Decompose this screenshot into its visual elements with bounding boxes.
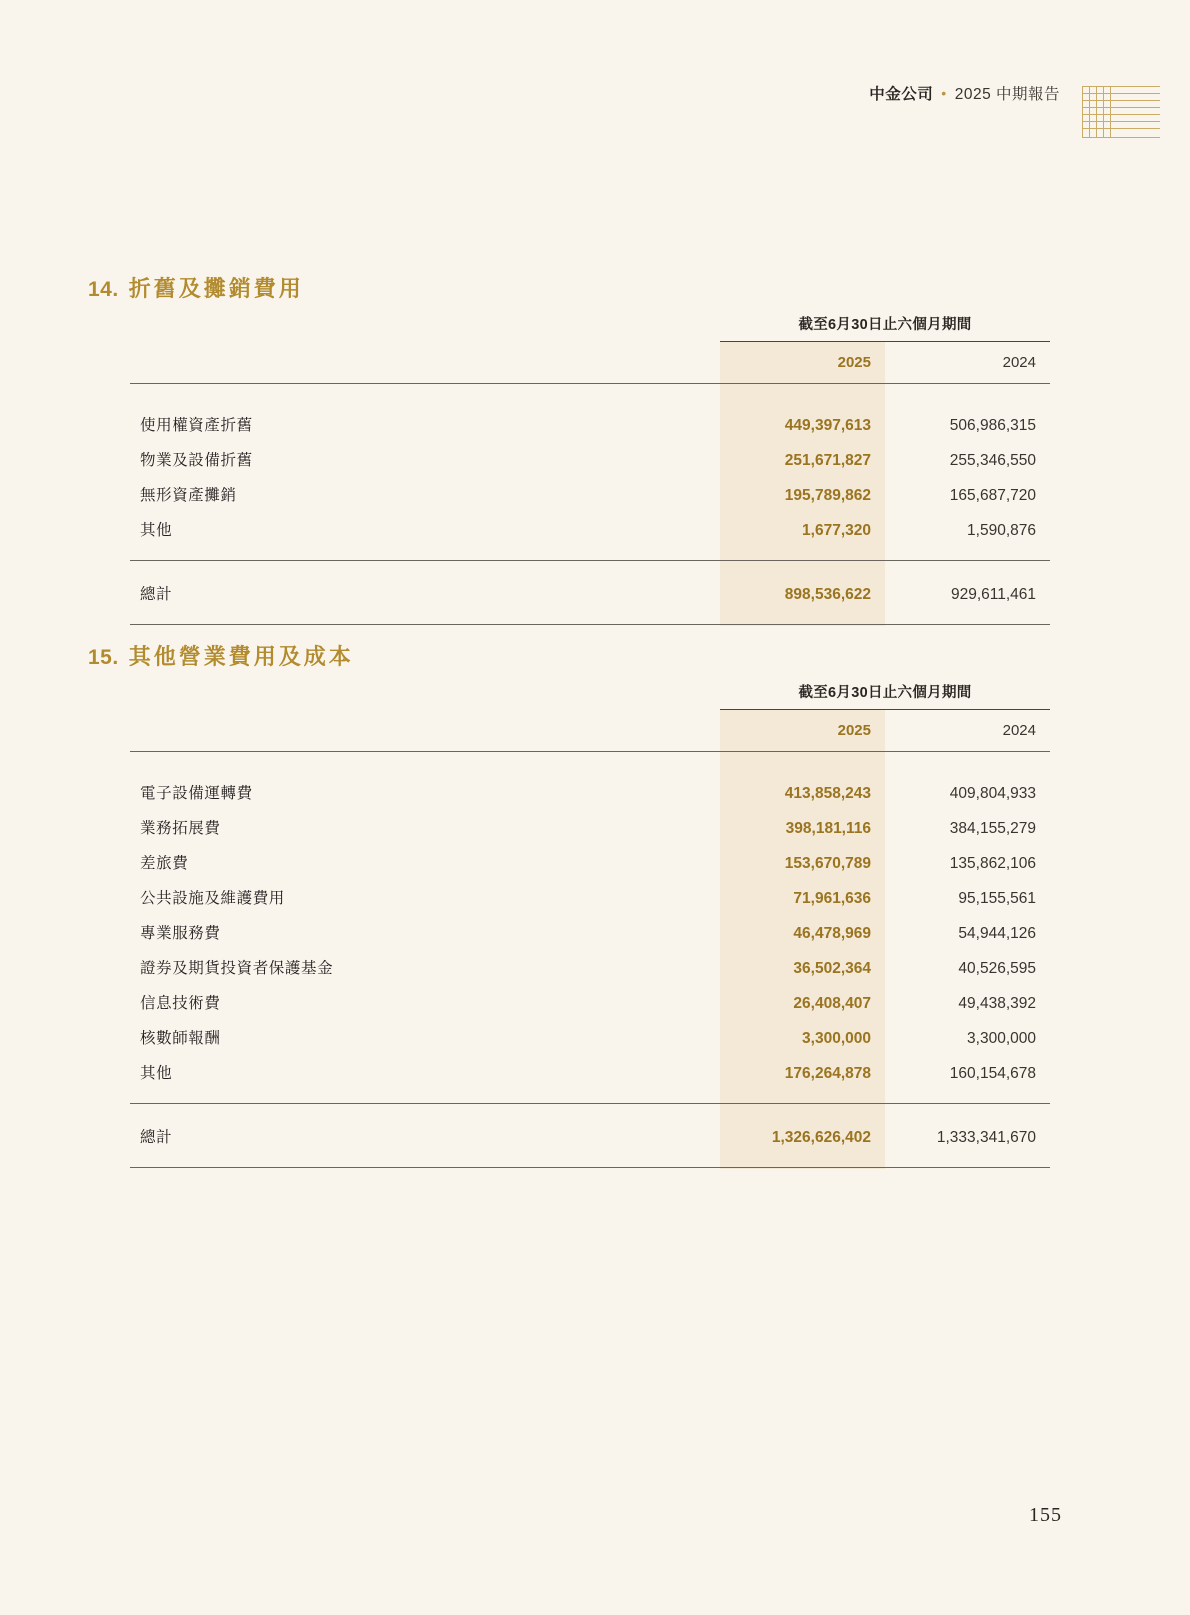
row-value-2024: 54,944,126 — [958, 924, 1036, 942]
page-number: 155 — [1029, 1504, 1062, 1526]
table-row — [130, 406, 1050, 441]
table-row — [130, 949, 1050, 984]
table-spacer — [130, 561, 1050, 575]
period-header-15: 截至6月30日止六個月期間 — [720, 681, 1050, 710]
column-header-2024: 2024 — [1002, 354, 1036, 371]
row-value-2025: 36,502,364 — [720, 949, 885, 984]
table-spacer — [130, 752, 1050, 774]
row-value-2024: 255,346,550 — [949, 451, 1036, 469]
total-label: 總計 — [140, 1128, 173, 1146]
table-total-row — [130, 575, 1050, 610]
period-header-14: 截至6月30日止六個月期間 — [720, 313, 1050, 342]
total-value-2025: 898,536,622 — [720, 575, 885, 610]
row-label: 核數師報酬 — [140, 1029, 221, 1047]
table-row — [130, 1054, 1050, 1089]
table-period-header-row — [130, 681, 1050, 710]
page-header — [869, 82, 1060, 104]
column-header-2024: 2024 — [1002, 722, 1036, 739]
row-value-2025: 3,300,000 — [720, 1019, 885, 1054]
row-value-2025: 1,677,320 — [720, 511, 885, 546]
section-heading-15: 其他營業費用及成本 — [128, 644, 354, 669]
table-row — [130, 774, 1050, 809]
row-value-2024: 40,526,595 — [958, 959, 1036, 977]
row-value-2025: 251,671,827 — [720, 441, 885, 476]
row-label: 信息技術費 — [140, 994, 221, 1012]
header-report-title: 2025 中期報告 — [954, 86, 1060, 103]
table-row — [130, 511, 1050, 546]
row-value-2024: 160,154,678 — [949, 1064, 1036, 1082]
row-value-2025: 413,858,243 — [720, 774, 885, 809]
table-row — [130, 879, 1050, 914]
corner-decoration-icon — [1082, 86, 1160, 138]
row-value-2024: 135,862,106 — [949, 854, 1036, 872]
row-label: 物業及設備折舊 — [140, 451, 253, 469]
table-period-header-row — [130, 313, 1050, 342]
table-row — [130, 809, 1050, 844]
table-row — [130, 1019, 1050, 1054]
row-value-2024: 409,804,933 — [949, 784, 1036, 802]
table-row — [130, 984, 1050, 1019]
total-value-2024: 1,333,341,670 — [936, 1128, 1036, 1146]
row-label: 專業服務費 — [140, 924, 221, 942]
table-spacer — [130, 610, 1050, 625]
column-header-2025: 2025 — [720, 710, 885, 752]
row-value-2025: 449,397,613 — [720, 406, 885, 441]
table-spacer — [130, 546, 1050, 561]
total-value-2024: 929,611,461 — [950, 585, 1036, 603]
section-heading-14: 折舊及攤銷費用 — [128, 276, 304, 301]
section-number-14: 14. — [88, 278, 119, 301]
row-value-2025: 71,961,636 — [720, 879, 885, 914]
table-depreciation-amortisation — [130, 313, 1050, 625]
row-value-2024: 1,590,876 — [967, 521, 1036, 539]
table-spacer — [130, 384, 1050, 406]
section-title-14 — [88, 272, 304, 303]
row-value-2024: 506,986,315 — [949, 416, 1036, 434]
table-year-header-row — [130, 710, 1050, 752]
table-row — [130, 476, 1050, 511]
table-rule-bottom — [130, 625, 1050, 626]
row-value-2025: 176,264,878 — [720, 1054, 885, 1089]
table-spacer — [130, 1104, 1050, 1118]
row-value-2025: 195,789,862 — [720, 476, 885, 511]
row-label: 公共設施及維護費用 — [140, 889, 285, 907]
table-spacer — [130, 1153, 1050, 1168]
row-value-2024: 3,300,000 — [967, 1029, 1036, 1047]
header-separator-dot: • — [941, 85, 947, 101]
table-spacer — [130, 1089, 1050, 1104]
row-label: 其他 — [140, 1064, 173, 1082]
row-value-2024: 384,155,279 — [949, 819, 1036, 837]
row-value-2024: 95,155,561 — [958, 889, 1036, 907]
table-other-operating-expenses — [130, 681, 1050, 1168]
total-label: 總計 — [140, 585, 173, 603]
header-company-name: 中金公司 — [869, 86, 934, 103]
column-header-2025: 2025 — [720, 342, 885, 384]
table-total-row — [130, 1118, 1050, 1153]
row-value-2024: 49,438,392 — [958, 994, 1036, 1012]
table-rule-bottom — [130, 1168, 1050, 1169]
row-value-2025: 46,478,969 — [720, 914, 885, 949]
row-label: 業務拓展費 — [140, 819, 221, 837]
row-label: 證券及期貨投資者保護基金 — [140, 959, 334, 977]
table-row — [130, 914, 1050, 949]
section-title-15 — [88, 640, 354, 671]
row-label: 無形資產攤銷 — [140, 486, 237, 504]
total-value-2025: 1,326,626,402 — [720, 1118, 885, 1153]
table-row — [130, 441, 1050, 476]
section-number-15: 15. — [88, 646, 119, 669]
row-value-2025: 153,670,789 — [720, 844, 885, 879]
table-year-header-row — [130, 342, 1050, 384]
row-value-2024: 165,687,720 — [949, 486, 1036, 504]
row-label: 電子設備運轉費 — [140, 784, 253, 802]
table-row — [130, 844, 1050, 879]
row-label: 差旅費 — [140, 854, 189, 872]
row-label: 使用權資產折舊 — [140, 416, 253, 434]
row-value-2025: 398,181,116 — [720, 809, 885, 844]
row-value-2025: 26,408,407 — [720, 984, 885, 1019]
row-label: 其他 — [140, 521, 173, 539]
